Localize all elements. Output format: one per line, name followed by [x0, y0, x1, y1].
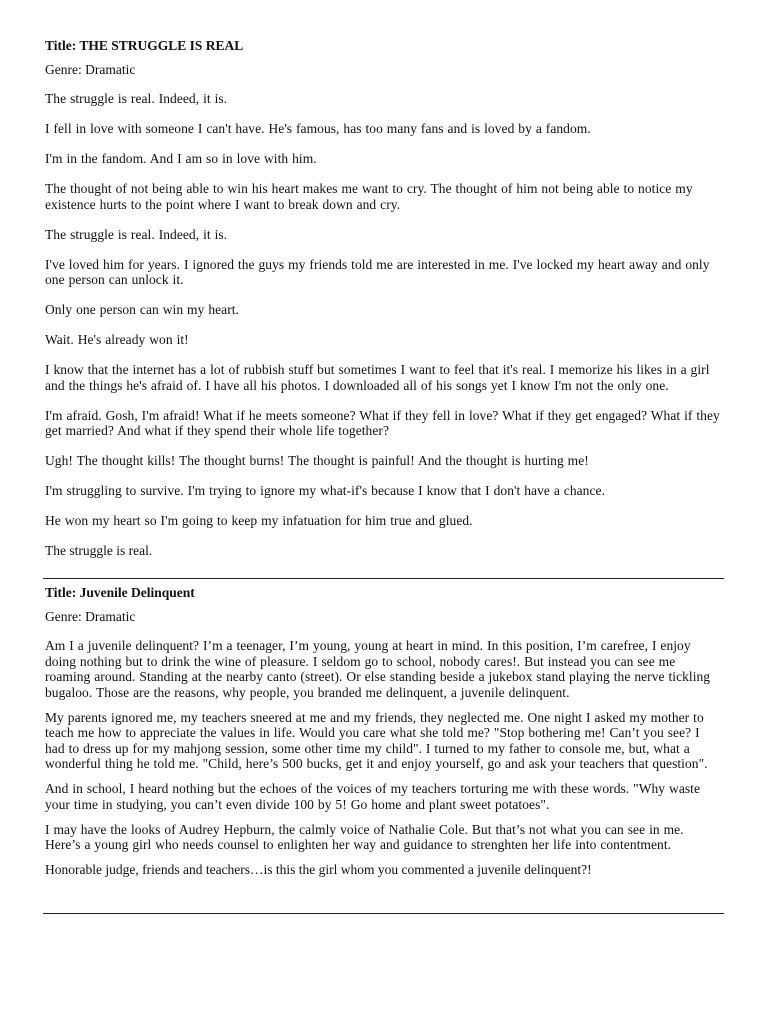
paragraph: Only one person can win my heart. [45, 302, 239, 317]
closing-line: The struggle is real. [45, 543, 153, 558]
story-title [45, 37, 722, 54]
title-text: Juvenile Delinquent [79, 585, 195, 600]
title-prefix: Title: [45, 38, 77, 53]
paragraph: And in school, I heard nothing but the echoes of the voices of my teachers torturing me with these words. "Why waste your time in studying, you can’t even divide 100 by 5! Go home and plant sweet potatoes". [45, 781, 701, 812]
story-genre: Genre: Dramatic [45, 609, 136, 624]
title-prefix: Title: [45, 585, 77, 600]
paragraph: He won my heart so I'm going to keep my infatuation for him true and glued. [45, 513, 473, 528]
story-title [45, 584, 722, 601]
paragraph: Wait. He's already won it! [45, 332, 189, 347]
paragraph: The thought of not being able to win his heart makes me want to cry. The thought of him not being able to notice my existence hurts to the point where I want to break down and cry. [45, 181, 693, 212]
closing-line: Honorable judge, friends and teachers…is this the girl whom you commented a juvenile delinquent?! [45, 862, 592, 877]
paragraph: I know that the internet has a lot of rubbish stuff but sometimes I want to feel that it's real. I memorize his likes in a girl and the things he's afraid of. I have all his photos. I downloaded all of his songs yet I know I'm not the only one. [45, 362, 710, 393]
story-juvenile-delinquent [45, 584, 722, 878]
paragraph: The struggle is real. Indeed, it is. [45, 226, 228, 242]
paragraph: I'm struggling to survive. I'm trying to ignore my what-if's because I know that I don't have a chance. [45, 483, 605, 498]
section-divider [43, 913, 724, 914]
paragraph: I fell in love with someone I can't have. He's famous, has too many fans and is loved by a fandom. [45, 121, 591, 136]
paragraph: I'm in the fandom. And I am so in love with him. [45, 151, 317, 166]
paragraph: Ugh! The thought kills! The thought burns! The thought is painful! And the thought is hurting me! [45, 453, 589, 468]
paragraph: I'm afraid. Gosh, I'm afraid! What if he meets someone? What if they fell in love? What if they get engaged? What if they get married? And what if they spend their whole life together? [45, 407, 720, 438]
section-divider [43, 578, 724, 579]
paragraph: The struggle is real. Indeed, it is. [45, 91, 228, 106]
story-the-struggle-is-real [45, 37, 722, 559]
paragraph: My parents ignored me, my teachers sneered at me and my friends, they neglected me. One night I asked my mother to teach me how to appreciate the values in life. Would you care what she told me? "Stop bothering me! Can’t you see? I had to dress up for my mahjong session, some other time my child". I turned to my father to console me, but, what a wonderful thing he told me. "Child, here’s 500 bucks, get it and enjoy yourself, go and ask your teachers that question". [45, 709, 708, 771]
paragraph: I may have the looks of Audrey Hepburn, the calmly voice of Nathalie Cole. But that’s not what you can see in me. Here’s a young girl who needs counsel to enlighten her way and guidance to strenghten her life into contentment. [45, 821, 684, 852]
title-text: THE STRUGGLE IS REAL [79, 38, 244, 53]
paragraph: Am I a juvenile delinquent? I’m a teenager, I’m young, young at heart in mind. In this position, I’m carefree, I enjoy doing nothing but to drink the wine of pleasure. I seldom go to school, nobody cares!. But instead you can see me roaming around. Standing at the nearby canto (street). Or else standing beside a jukebox stand playing the nerve tickling bugaloo. Those are the reasons, why people, you branded me delinquent, a juvenile delinquent. [45, 638, 711, 700]
story-genre: Genre: Dramatic [45, 62, 136, 77]
paragraph: I've loved him for years. I ignored the guys my friends told me are interested in me. I've locked my heart away and only one person can unlock it. [45, 256, 710, 287]
